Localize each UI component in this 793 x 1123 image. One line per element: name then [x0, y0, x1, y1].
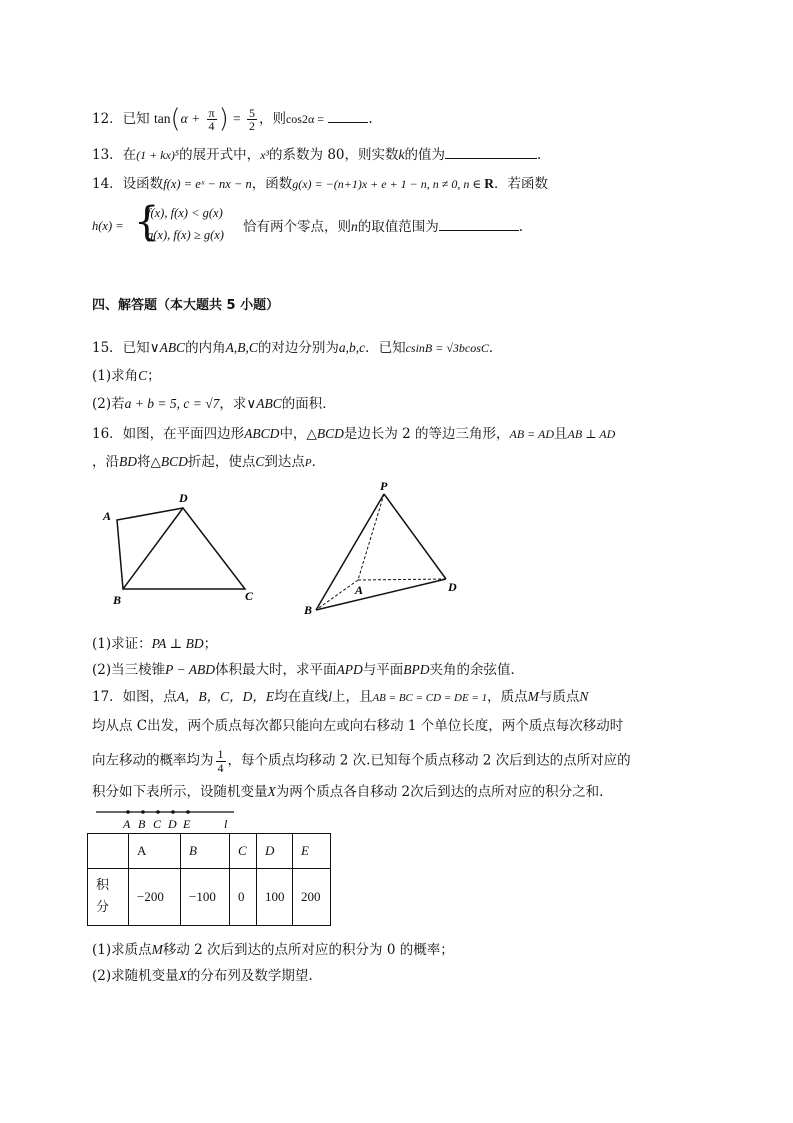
question-15-part-2: (2)若a + b = 5, c = √7，求∨ABC的面积．	[92, 396, 336, 412]
question-16-line1: 16．如图，在平面四边形ABCD中，△BCD是边长为 2 的等边三角形，AB = AD且AB ⊥ AD	[92, 426, 616, 442]
section-heading: 四、解答题（本大题共 5 小题）	[92, 298, 280, 313]
point-a	[126, 810, 130, 814]
table-header-cell: C	[230, 834, 257, 869]
question-16-part-2: (2)当三棱锥P − ABD体积最大时，求平面APD与平面BPD夹角的余弦值．	[92, 662, 524, 678]
edge-pd	[384, 494, 446, 579]
pyramid-figure	[300, 478, 470, 620]
point-b	[141, 810, 145, 814]
piecewise-brace: {	[134, 199, 160, 245]
table-header-cell: D	[257, 834, 293, 869]
question-16-line2: ，沿BD将△BCD折起，使点C到达点P．	[92, 454, 326, 470]
question-17-line1: 17．如图，点A，B，C，D，E均在直线l上，且AB = BC = CD = DE = 1，质点M与质点N	[92, 689, 589, 705]
edge-pa-hidden	[358, 494, 384, 580]
table-header-row	[88, 834, 331, 869]
line-label-a: A	[123, 817, 131, 831]
fig1-label-d: D	[179, 491, 188, 505]
question-14-line2: 恰有两个零点，则n的取值范围为 .	[243, 219, 524, 235]
point-e	[186, 810, 190, 814]
quadrilateral-outline	[117, 508, 245, 589]
line-label-e: E	[183, 817, 191, 831]
fig1-label-a: A	[103, 509, 112, 523]
table-cell: 200	[293, 869, 331, 926]
question-14-line1: 14．设函数f(x) = eˣ − nx − n，函数g(x) = −(n+1)x + e + 1 − n, n ≠ 0, n ∈ R．若函数	[92, 176, 548, 192]
question-13: 13．在(1 + kx)⁵的展开式中，x³的系数为 80，则实数k的值为 .	[92, 147, 542, 163]
fig2-label-p: P	[380, 479, 388, 493]
diagonal-bd	[123, 508, 183, 589]
question-17-line3: 向左移动的概率均为 $\frac{1}{4}$ ，每个质点均移动 2 次.已知每个质点移动 2 次后到达的点所对应的	[92, 747, 631, 775]
table-row	[88, 869, 331, 926]
quadrilateral-figure	[95, 488, 270, 608]
one-quarter-fraction: $\frac{1}{4}$	[217, 747, 224, 775]
point-c	[156, 810, 160, 814]
edge-pb	[316, 494, 384, 610]
table-header-cell: A	[129, 834, 181, 869]
piecewise-case-1: f(x), f(x) < g(x)	[147, 206, 223, 220]
line-label-d: D	[168, 817, 177, 831]
question-12: 12．已知 tan(α + $\frac{\pi}{4}$ ) = $\frac{5}{2}$ ，则cos2α = .	[92, 104, 373, 134]
fig2-label-d: D	[448, 580, 457, 594]
piecewise-case-2: g(x), f(x) ≥ g(x)	[147, 228, 224, 242]
answer-blank	[328, 110, 368, 123]
fig2-label-a: A	[355, 583, 364, 597]
h-function-label: h(x) =	[92, 219, 124, 233]
five-halves-fraction: $\frac{5}{2}$	[248, 105, 255, 134]
fig2-label-b: B	[304, 603, 313, 617]
question-17-line2: 均从点 C出发，两个质点每次都只能向左或向右移动 1 个单位长度，两个质点每次移动时	[92, 718, 624, 734]
question-17-part-2: (2)求随机变量X的分布列及数学期望.	[92, 968, 313, 984]
point-d	[171, 810, 175, 814]
answer-blank	[439, 218, 519, 231]
question-17-line4: 积分如下表所示，设随机变量X为两个质点各自移动 2次后到达的点所对应的积分之和.	[92, 784, 604, 800]
table-cell: 0	[230, 869, 257, 926]
edge-bd	[316, 579, 446, 610]
line-label-c: C	[153, 817, 162, 831]
fig1-label-c: C	[245, 589, 254, 603]
question-15: 15．已知∨ABC的内角A,B,C的对边分别为a,b,c．已知csinB = √3bcosC．	[92, 340, 503, 356]
edge-ad-hidden	[358, 579, 446, 580]
line-label-b: B	[138, 817, 146, 831]
answer-blank	[445, 146, 537, 159]
table-cell: 100	[257, 869, 293, 926]
question-16-part-1: (1)求证：PA ⊥ BD；	[92, 636, 218, 652]
table-cell: −200	[129, 869, 181, 926]
table-corner-cell	[88, 834, 129, 869]
question-15-part-1: (1)求角C；	[92, 368, 161, 384]
line-label-l: l	[224, 817, 228, 831]
question-17-part-1: (1)求质点M移动 2 次后到达的点所对应的积分为 0 的概率；	[92, 942, 454, 958]
table-header-cell: E	[293, 834, 331, 869]
fig1-label-b: B	[113, 593, 122, 607]
number-line-figure	[92, 806, 242, 832]
pi-over-4-fraction: $\frac{\pi}{4}$	[208, 105, 215, 134]
score-table	[87, 833, 331, 926]
table-header-cell: B	[181, 834, 230, 869]
table-cell: −100	[181, 869, 230, 926]
table-row-label: 积 分	[88, 869, 129, 926]
